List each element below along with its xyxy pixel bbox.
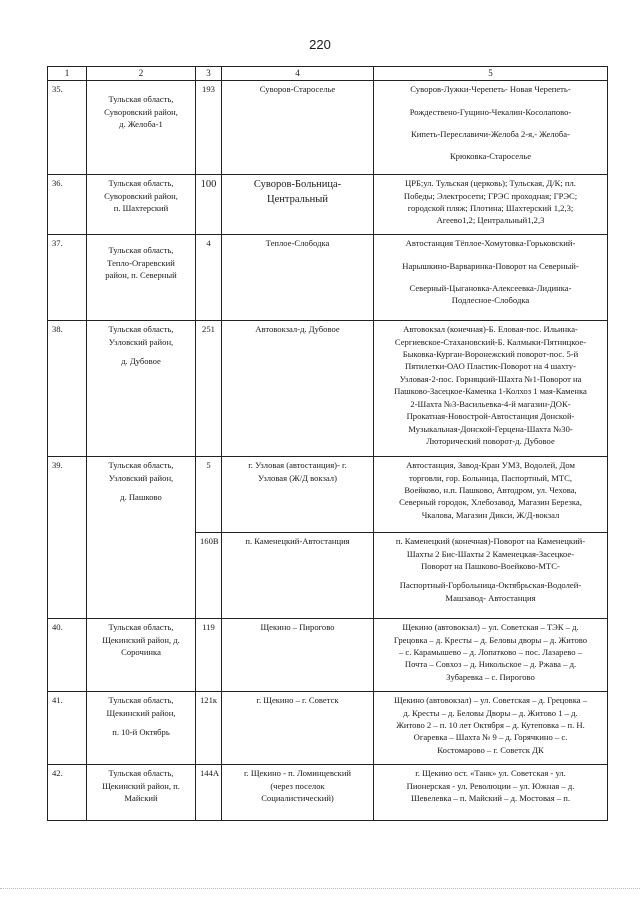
route-stops: ЦРБ;ул. Тульская (церковь); Тульская, Д/К; пл. Победы; Электросети; ГРЭС проходная; ГРЭС; городской пляж; Плотина; Шахтерский 1,2,3; Агеево1,2; Центральный1,2,3 xyxy=(374,175,608,235)
table-row xyxy=(48,235,608,321)
col-header: 1 xyxy=(48,67,87,81)
col-header: 4 xyxy=(222,67,374,81)
row-number: 36. xyxy=(48,175,87,235)
route-stops: Автовокзал (конечная)-Б. Еловая-пос. Ильинка- Сергиевское-Стахановский-Б. Калмыки-Пятницкое- Быковка-Курган-Воронежский поворот-пос. 5-й Пятилетки-ОАО Пластик-Поворот на 4 шахту- Узловая-2-пос. Горняцкий-Шахта №1-Поворот на Пашково-Засецкое-Каменка 1-Колхоз 1 мая-Каменка 2-Шахта №3-Васильевка-4-й магазин-ДОК- Прокатная-Новострой-Автостанция Донской- Музыкальная-Донской-Герцена-Шахта №30- Люторический поворот-д. Дубовое xyxy=(374,321,608,457)
row-number: 37. xyxy=(48,235,87,321)
region-cell: Тульская область, Суворовский район, п. Шахтерский xyxy=(87,175,196,235)
route-name: г. Щекино - п. Ломинцевский (через поселок Социалистический) xyxy=(222,765,374,821)
routes-table xyxy=(47,66,608,821)
route-stops: Автостанция Тёплое-Хомутовка-Горьковский- Нарышкино-Варваринка-Поворот на Северный- Северный-Цыгановка-Алексеевка-Лидинка- Подлесное-Слободка xyxy=(374,235,608,321)
table-row xyxy=(48,619,608,692)
route-number: 193 xyxy=(196,81,222,175)
row-number: 38. xyxy=(48,321,87,457)
route-name: Теплое-Слободка xyxy=(222,235,374,321)
region-cell: Тульская область, Щекинский район, п. 10-й Октябрь xyxy=(87,692,196,765)
route-number: 100 xyxy=(196,175,222,235)
route-name: г. Узловая (автостанция)- г. Узловая (Ж/Д вокзал) xyxy=(222,457,374,533)
route-name: п. Каменецкий-Автостанция xyxy=(222,533,374,619)
region-cell: Тульская область, Узловский район, д. Пашково xyxy=(87,457,196,619)
route-name: Суворов-Больница- Центральный xyxy=(222,175,374,235)
row-number: 42. xyxy=(48,765,87,821)
route-stops: Суворов-Лужки-Черепеть- Новая Черепеть- Рождествено-Гущино-Чекалин-Косолапово- Кипеть-Переславичи-Желоба 2-я,- Желоба- Крюковка-Староселье xyxy=(374,81,608,175)
page-number: 220 xyxy=(309,37,331,52)
route-stops: п. Каменецкий (конечная)-Поворот на Каменецкий- Шахты 2 Бис-Шахты 2 Каменецкая-Засецкое- Поворот на Пашково-Воейково-МТС- Паспортный-Горбольница-Октябрьская-Водолей- Машзавод- Автостанция xyxy=(374,533,608,619)
region-cell: Тульская область, Щекинский район, п. Майский xyxy=(87,765,196,821)
row-number: 35. xyxy=(48,81,87,175)
route-number: 4 xyxy=(196,235,222,321)
region-cell: Тульская область, Суворовский район, д. Желоба-1 xyxy=(87,81,196,175)
table-row xyxy=(48,765,608,821)
route-stops: Щекино (автовокзал) – ул. Советская – д. Грецовка – д. Кресты – д. Беловы Дворы – д. Житово 1 – д. Житово 2 – п. 10 лет Октября – д. Кутеповка – п. Н. Огаревка – Шахта № 9 – д. Горячкино – с. Костомарово – г. Советск ДК xyxy=(374,692,608,765)
row-number: 41. xyxy=(48,692,87,765)
route-number: 121к xyxy=(196,692,222,765)
route-name: Суворов-Староселье xyxy=(222,81,374,175)
table-row xyxy=(48,692,608,765)
route-name: Щекино – Пирогово xyxy=(222,619,374,692)
col-header: 2 xyxy=(87,67,196,81)
route-stops: г. Щекино ост. «Танк» ул. Советская - ул. Пионерская - ул. Революции – ул. Южная – д. Шевелевка – п. Майский – д. Мостовая – п. xyxy=(374,765,608,821)
region-cell: Тульская область, Щекинский район, д. Сорочинка xyxy=(87,619,196,692)
region-cell: Тульская область, Тепло-Огаревский район, п. Северный xyxy=(87,235,196,321)
route-number: 251 xyxy=(196,321,222,457)
scan-edge-dots xyxy=(0,888,640,895)
route-name: г. Щекино – г. Советск xyxy=(222,692,374,765)
row-number: 40. xyxy=(48,619,87,692)
route-number: 5 xyxy=(196,457,222,533)
table-row xyxy=(48,321,608,457)
col-header: 5 xyxy=(374,67,608,81)
region-cell: Тульская область, Узловский район, д. Дубовое xyxy=(87,321,196,457)
header-row xyxy=(48,67,608,81)
table-row xyxy=(48,81,608,175)
route-number: 160В xyxy=(196,533,222,619)
table-row xyxy=(48,175,608,235)
row-number: 39. xyxy=(48,457,87,619)
route-number: 119 xyxy=(196,619,222,692)
route-stops: Автостанция, Завод-Кран УМЗ, Водолей, Дом торговли, гор. Больница, Паспортный, МТС, Воейково, н.п. Пашково, Автодром, ул. Чехова, Северный городок, Хлебозавод, Магазин Березка, Чкалова, Магазин Дикси, Ж/Д-вокзал xyxy=(374,457,608,533)
route-stops: Щекино (автовокзал) – ул. Советская – ТЭК – д. Грецовка – д. Кресты – д. Беловы дворы – д. Житово – с. Карамышево – д. Лопатково – пос. Лазарево – Почта – Совхоз – д. Никольское – д. Ржава – д. Зубаревка – с. Пирогово xyxy=(374,619,608,692)
col-header: 3 xyxy=(196,67,222,81)
table-row xyxy=(48,457,608,533)
route-name: Автовокзал-д. Дубовое xyxy=(222,321,374,457)
route-number: 144А xyxy=(196,765,222,821)
